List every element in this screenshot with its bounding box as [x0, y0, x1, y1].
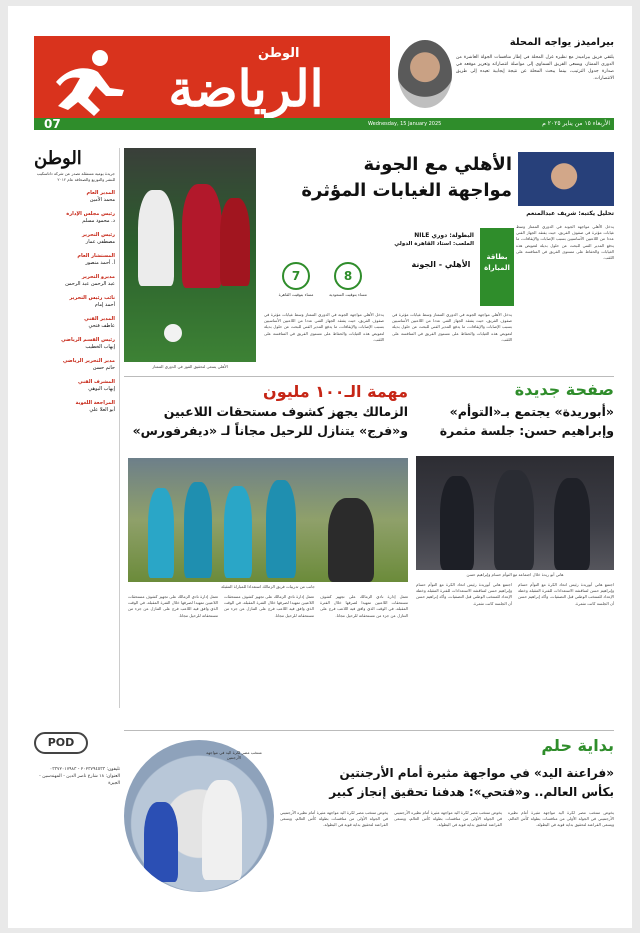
staff-name: أحمد إمام: [94, 302, 115, 308]
staff-role: المراجعة اللغوية: [75, 400, 115, 406]
staff-sidebar: [34, 148, 120, 708]
staff-name: عبد الرحمن عبد الرحمن: [65, 281, 115, 287]
match-stadium: الملعب: استاد القاهرة الدولي: [394, 241, 474, 247]
headline-line: مواجهة الغيابات المؤثرة: [301, 180, 512, 201]
pod-logo: POD: [34, 732, 88, 754]
top-story-body: يدخل الأهلي مواجهة الجونة في الدوري الممتاز وسط غيابات مؤثرة في صفوف الفريق، حيث يفتقد الجهاز الفني عددا من اللاعبين الأساسيين بسبب الإصابات والإيقافات، ما يدفع المدير الفني للبحث عن حلول بديلة لتعويض هذه الغيابات والحفاظ على مستوى الفريق في المنافسة على اللقب.: [264, 312, 384, 342]
second-story-body: اجتمع هاني أبوريدة رئيس اتحاد الكرة مع التوأم حسام وإبراهيم حسن لمناقشة الاستعدادات للفترة المقبلة وخطة الإعداد للمنتخب الوطني قبل التصفيات، وأكد إبراهيم حسن أن الجلسة كانت مثمرة.: [416, 582, 512, 606]
third-story-body: تعمل إدارة نادي الزمالك على تجهيز كشوف مستحقات اللاعبين تمهيدا لصرفها خلال الفترة المقبلة، في الوقت الذي وافق فيه اللاعب فرج على التنازل عن جزء من مستحقاته للرحيل مجانا.: [320, 594, 408, 618]
fourth-story-caption: منتخب مصر لكرة اليد في مواجهة الأرجنتين: [206, 750, 262, 760]
top-bar-portrait: [398, 40, 452, 108]
headline-line: «أبوريدة» يجتمع بـ«التوأم»: [449, 404, 614, 419]
fourth-story-photo: [124, 740, 274, 892]
staff-role: نائب رئيس التحرير: [69, 295, 115, 301]
analysis-byline: تحليل يكتبه: شريف عبدالمنعم: [526, 210, 614, 217]
brand-title: الرياضة: [168, 59, 324, 118]
fourth-story-body: يخوض منتخب مصر لكرة اليد مواجهة مثيرة أمام نظيره الأرجنتيني في الجولة الأولى من منافسات بطولة كأس العالم، ويسعى الفراعنة لتحقيق بداية قوية في البطولة.: [280, 810, 388, 828]
staff-role: رئيس مجلس الإدارة: [66, 211, 115, 217]
headline-line: و«فرج» يتنازل للرحيل مجاناً لـ «ديفرفورس»: [132, 423, 408, 438]
staff-name: أبو العلا علي: [89, 407, 115, 413]
runner-logo-icon: [48, 48, 126, 118]
fourth-story-kicker: بداية حلم: [541, 736, 614, 755]
staff-name: أ. أحمد منصور: [85, 260, 115, 266]
second-story-kicker: صفحة جديدة: [514, 380, 614, 399]
date-english: Wednesday, 15 January 2025: [368, 121, 442, 127]
analyst-portrait: [518, 152, 614, 206]
headline-line: بكأس العالم.. و«فتحي»: هدفنا تحقيق إنجاز كبير: [329, 785, 614, 799]
match-time-cairo-label: مساء بتوقيت القاهرة: [278, 292, 314, 297]
staff-name: مصطفى عمار: [85, 239, 115, 245]
newspaper-page: [8, 6, 632, 928]
third-story-kicker: مهمة الـ١٠٠ مليون: [263, 382, 408, 401]
top-story-headline: [264, 152, 512, 204]
match-time-cairo: 7: [282, 262, 310, 290]
sidebar-description: جريدة يومية مستقلة تصدر عن شركة داتاسكيب للنشر والتوزيع والصحافة عام ٢٠١٢: [36, 171, 115, 182]
top-story-caption: الأهلي يسعى لتحقيق الفوز في الدوري الممتاز: [152, 364, 228, 369]
staff-role: مدير التحرير الرياضي: [62, 358, 115, 364]
staff-name: إيهاب البوهي: [88, 386, 115, 392]
page-number: 07: [44, 117, 61, 131]
fourth-story-headline: [278, 764, 614, 802]
staff-name: إيهاب الخطيب: [85, 344, 115, 350]
match-time-saudi: 8: [334, 262, 362, 290]
fourth-story-body: يخوض منتخب مصر لكرة اليد مواجهة مثيرة أمام نظيره الأرجنتيني في الجولة الأولى من منافسات بطولة كأس العالم، ويسعى الفراعنة لتحقيق بداية قوية في البطولة.: [508, 810, 614, 828]
staff-role: المشرف الفني: [78, 379, 115, 385]
headline-line: الزمالك يجهز كشوف مستحقات اللاعبين: [163, 404, 408, 419]
sidebar-footer: تليفون: ٢٠٢٣٧٩٤٥٣٣ - ٠٣٣٧٢٠١٧٩٨٣ العنوان: ١٨ شارع ناصر الدين - المهندسين - الجيزة: [39, 767, 120, 786]
headline-line: وإبراهيم حسن: جلسة مثمرة: [439, 423, 614, 438]
third-story-body: تعمل إدارة نادي الزمالك على تجهيز كشوف مستحقات اللاعبين تمهيدا لصرفها خلال الفترة المقبلة، في الوقت الذي وافق فيه اللاعب فرج على التنازل عن جزء من مستحقاته للرحيل مجانا.: [128, 594, 218, 618]
fourth-story-body: يخوض منتخب مصر لكرة اليد مواجهة مثيرة أمام نظيره الأرجنتيني في الجولة الأولى من منافسات بطولة كأس العالم، ويسعى الفراعنة لتحقيق بداية قوية في البطولة.: [394, 810, 502, 828]
match-card-tag: بطاقة المباراة: [480, 228, 514, 306]
third-story-caption: جانب من تدريبات فريق الزمالك استعدادا للمباراة المقبلة: [221, 584, 315, 589]
staff-role: مديرو التحرير: [81, 274, 115, 280]
headline-line: «فراعنة اليد» في مواجهة مثيرة أمام الأرجنتين: [339, 766, 614, 780]
top-story-body: يدخل الأهلي مواجهة الجونة في الدوري الممتاز وسط غيابات مؤثرة في صفوف الفريق، حيث يفتقد الجهاز الفني عددا من اللاعبين الأساسيين بسبب الإصابات والإيقافات، ما يدفع المدير الفني للبحث عن حلول بديلة لتعويض هذه الغيابات والحفاظ على مستوى الفريق في المنافسة على اللقب.: [516, 224, 614, 261]
date-arabic: الأربعاء ١٥ من يناير ٢٠٢٥ م: [542, 120, 610, 127]
staff-role: رئيس القسم الرياضي: [61, 337, 115, 343]
staff-name: حاتم حسن: [92, 365, 115, 371]
section-divider: [124, 730, 614, 731]
third-story-headline: [128, 402, 408, 440]
third-story-photo: [128, 458, 408, 582]
second-story-caption: هاني أبو ريدة خلال اجتماعه مع التوأم حسام وإبراهيم حسن: [466, 572, 564, 577]
second-story-headline: [416, 402, 614, 440]
staff-role: المدير العام: [86, 190, 115, 196]
staff-role: المستشار العام: [77, 253, 115, 259]
sidebar-logo: الوطن: [34, 148, 82, 169]
section-divider: [124, 376, 614, 377]
match-teams: الأهلي - الجونة: [411, 260, 471, 269]
match-championship: البطولة: دوري NILE: [414, 232, 474, 239]
brand-subtitle: الوطن: [258, 46, 300, 61]
staff-role: رئيس التحرير: [82, 232, 115, 238]
top-story-photo: [124, 148, 256, 362]
staff-name: د. محمود مسلم: [82, 218, 115, 224]
staff-role: المدير الفني: [84, 316, 115, 322]
third-story-body: تعمل إدارة نادي الزمالك على تجهيز كشوف مستحقات اللاعبين تمهيدا لصرفها خلال الفترة المقبلة، في الوقت الذي وافق فيه اللاعب فرج على التنازل عن جزء من مستحقاته للرحيل مجانا.: [224, 594, 314, 618]
top-story-body: يدخل الأهلي مواجهة الجونة في الدوري الممتاز وسط غيابات مؤثرة في صفوف الفريق، حيث يفتقد الجهاز الفني عددا من اللاعبين الأساسيين بسبب الإصابات والإيقافات، ما يدفع المدير الفني للبحث عن حلول بديلة لتعويض هذه الغيابات والحفاظ على مستوى الفريق في المنافسة على اللقب.: [392, 312, 512, 342]
staff-name: عاطف فتحي: [88, 323, 115, 329]
match-time-saudi-label: مساء بتوقيت السعودية: [329, 292, 367, 297]
second-story-body: اجتمع هاني أبوريدة رئيس اتحاد الكرة مع التوأم حسام وإبراهيم حسن لمناقشة الاستعدادات للفترة المقبلة وخطة الإعداد للمنتخب الوطني قبل التصفيات، وأكد إبراهيم حسن أن الجلسة كانت مثمرة.: [518, 582, 614, 606]
top-bar-title: بيراميدز يواجه المحلة: [509, 37, 614, 48]
top-bar-text: يلتقي فريق بيراميدز مع نظيره غزل المحلة في إطار منافسات الجولة العاشرة من الدوري الممتاز، ويسعى الفريق السماوي إلى مواصلة انتصاراته وتعزيز موقعه في صدارة جدول الترتيب، بينما يبحث المحلة عن نتيجة إيجابية تعيده إلى طريق الانتصارات.: [456, 55, 614, 81]
second-story-photo: [416, 456, 614, 570]
headline-line: الأهلي مع الجونة: [363, 154, 512, 175]
match-card: [264, 228, 514, 306]
staff-name: محمد الأمين: [89, 197, 115, 203]
